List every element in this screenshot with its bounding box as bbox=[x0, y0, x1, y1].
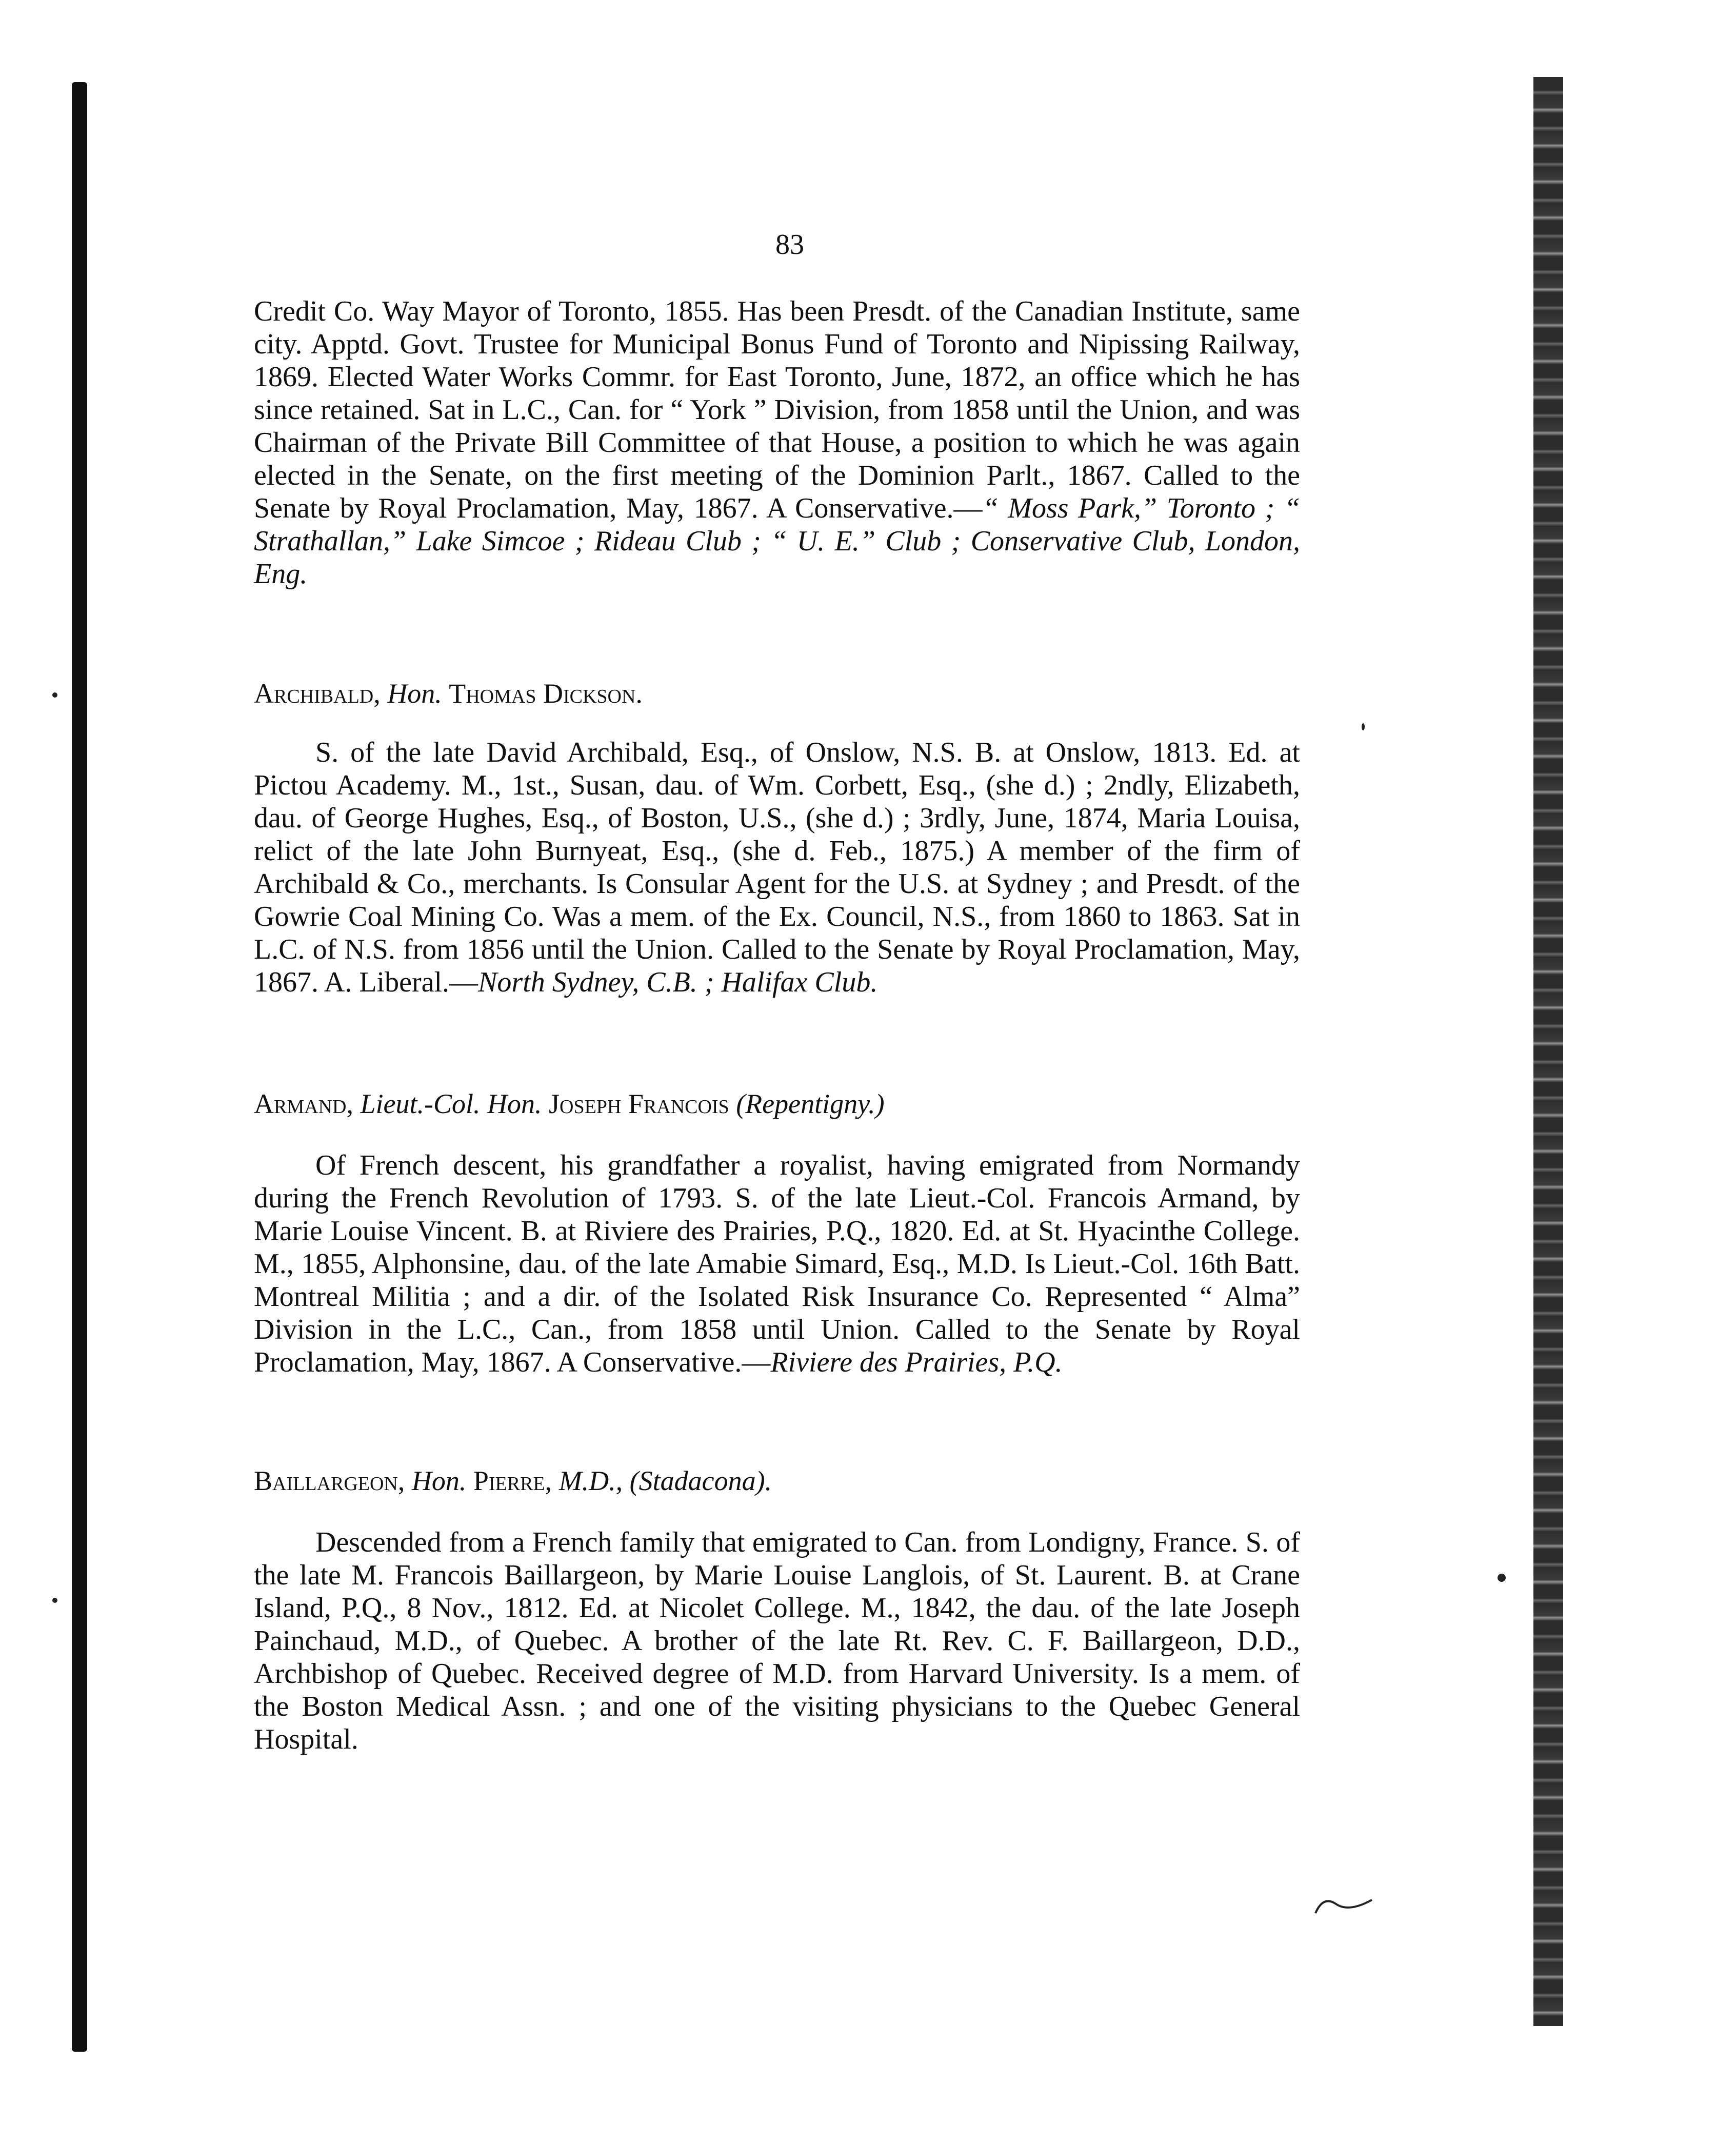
entry-continuation bbox=[254, 295, 1300, 590]
given-names: Joseph Francois bbox=[548, 1088, 729, 1119]
division: (Stadacona). bbox=[629, 1465, 772, 1496]
binding-shadow bbox=[72, 82, 87, 2052]
body-text: S. of the late David Archibald, Esq., of Onslow, N.S. B. at Onslow, 1813. Ed. at Pictou Academy. M., 1st., Susan, dau. of Wm. Corbett, Esq., (she d.) ; 2ndly, Elizabeth, dau. of George Hughes, Esq., of Boston, U.S., (she d.) ; 3rdly, June, 1874, Maria Louisa, relict of the late John Burnyeat, Esq., (she d. Feb., 1875.) A member of the firm of Archibald & Co., merchants. Is Consular Agent for the U.S. at Sydney ; and Presdt. of the Gowrie Coal Mining Co. Was a mem. of the Ex. Council, N.S., from 1860 to 1863. Sat in L.C. of N.S. from 1856 until the Union. Called to the Senate by Royal Proclamation, May, 1867. A. Liberal.— bbox=[254, 737, 1300, 998]
entry-heading-baillargeon bbox=[254, 1464, 1300, 1497]
residence: North Sydney, C.B. ; Halifax Club. bbox=[478, 966, 878, 998]
division: (Repentigny.) bbox=[736, 1088, 885, 1119]
entry-body-archibald bbox=[254, 736, 1300, 999]
speck bbox=[52, 692, 57, 698]
ink-mark bbox=[1313, 1893, 1374, 1918]
honorific: Lieut.-Col. Hon. bbox=[360, 1088, 542, 1119]
residence: Riviere des Prairies, P.Q. bbox=[770, 1346, 1063, 1378]
given-names: Thomas Dickson. bbox=[449, 678, 643, 709]
surname: Baillargeon, bbox=[254, 1465, 405, 1496]
surname: Armand, bbox=[254, 1088, 353, 1119]
degree: M.D., bbox=[558, 1465, 623, 1496]
entry-heading-armand bbox=[254, 1087, 1300, 1120]
honorific: Hon. bbox=[387, 678, 442, 709]
page-number: 83 bbox=[775, 229, 804, 261]
speck bbox=[1362, 723, 1365, 730]
entry-body-baillargeon bbox=[254, 1526, 1300, 1756]
page-edge-shadow bbox=[1533, 77, 1563, 2026]
entry-body-armand bbox=[254, 1149, 1300, 1379]
body-text: Descended from a French family that emigrated to Can. from Londigny, France. S. of the late M. Francois Baillargeon, by Marie Louise Langlois, of St. Laurent. B. at Crane Island, P.Q., 8 Nov., 1812. Ed. at Nicolet College. M., 1842, the dau. of the late Joseph Painchaud, M.D., of Quebec. A brother of the late Rt. Rev. C. F. Baillargeon, D.D., Archbishop of Quebec. Received degree of M.D. from Harvard University. Is a mem. of the Boston Medical Assn. ; and one of the visiting physicians to the Quebec General Hospital. bbox=[254, 1526, 1300, 1755]
given-names: Pierre, bbox=[473, 1465, 552, 1496]
surname: Archibald, bbox=[254, 678, 381, 709]
continuation-text: Credit Co. Way Mayor of Toronto, 1855. Has been Presdt. of the Canadian Institute, same city. Apptd. Govt. Trustee for Municipal Bonus Fund of Toronto and Nipissing Railway, 1869. Elected Water Works Commr. for East Toronto, June, 1872, an office which he has since retained. Sat in L.C., Can. for “ York ” Division, from 1858 until the Union, and was Chairman of the Private Bill Committee of that House, a position to which he was again elected in the Senate, on the first meeting of the Dominion Parlt., 1867. Called to the Senate by Royal Proclamation, May, 1867. A Conservative.— bbox=[254, 295, 1300, 524]
continuation-residence: “ Moss Park,” Toronto ; “ Strathallan,” Lake Simcoe ; Rideau Club ; “ U. E.” Club ; Conservative Club, London, Eng. bbox=[254, 492, 1300, 590]
entry-heading-archibald bbox=[254, 677, 1300, 710]
honorific: Hon. bbox=[411, 1465, 467, 1496]
speck bbox=[1498, 1574, 1506, 1582]
speck bbox=[52, 1598, 57, 1603]
body-text: Of French descent, his grandfather a royalist, having emigrated from Normandy during the French Revolution of 1793. S. of the late Lieut.-Col. Francois Armand, by Marie Louise Vincent. B. at Riviere des Prairies, P.Q., 1820. Ed. at St. Hyacinthe College. M., 1855, Alphonsine, dau. of the late Amabie Simard, Esq., M.D. Is Lieut.-Col. 16th Batt. Montreal Militia ; and a dir. of the Isolated Risk Insurance Co. Represented “ Alma” Division in the L.C., Can., from 1858 until Union. Called to the Senate by Royal Proclamation, May, 1867. A Conservative.— bbox=[254, 1149, 1300, 1378]
